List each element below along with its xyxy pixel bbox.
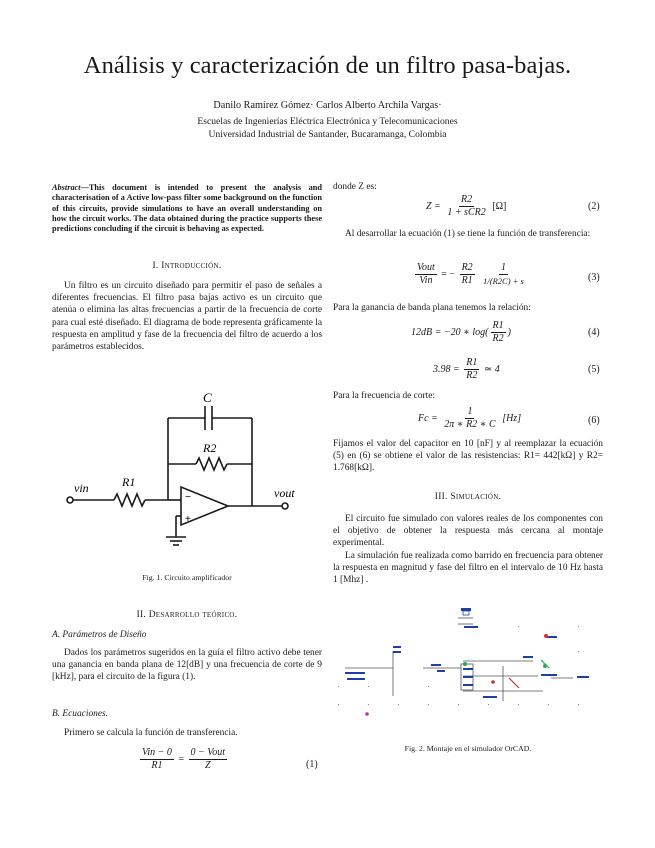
equation-3 (413, 262, 528, 287)
r1-resistor (114, 494, 145, 506)
section-heading-simulation: III. Simulación. (434, 492, 502, 502)
equation-5 (433, 357, 500, 382)
equation-1: $\frac{\text{Vin − 0}}{R1}$ = $\frac{\text{0 − Vout}}{Z}$ (142, 747, 226, 771)
eq3-denominator-b: 1/(R2C) + s (483, 276, 524, 286)
affiliation-line-2: Universidad Industrial de Santander, Bucaramanga, Colombia (208, 129, 447, 140)
simulation-paragraph-2: La simulación fue realizada como barrido en frecuencia para obtener la respuesta en magnitud y fase del filtro en el intervalo de 10 Hz hasta 1 [Mhz] . (333, 551, 603, 586)
eq6-denominator: 2π ∗ R2 ∗ C (444, 419, 496, 430)
r2-resistor (196, 458, 227, 470)
equation-3-number: (3) (588, 272, 600, 283)
section-heading-introduction: I. Introducción. (152, 261, 222, 271)
eq4-close: ) (507, 326, 511, 338)
eq4-lhs: 12dB = −20 ∗ log( (411, 326, 489, 338)
equation-2 (426, 194, 506, 219)
eq3-denominator-a: R1 (461, 275, 473, 286)
eq3-middle: = − (441, 268, 456, 280)
eq4-denominator: R2 (492, 333, 504, 344)
equation-2-number: (2) (588, 201, 600, 212)
eq1-denominator-left: R1 (151, 760, 163, 771)
eq2-lhs: Z = (426, 200, 441, 212)
eq6-tail: [Hz] (502, 412, 522, 424)
opamp-minus-sign: − (185, 492, 191, 503)
eq2-numerator: R2 (460, 194, 473, 205)
paper-title: Análisis y caracterización de un filtro pasa-bajas. (83, 52, 572, 79)
figure-2-caption: Fig. 2. Montaje en el simulador OrCAD. (404, 744, 532, 753)
label-r2: R2 (203, 441, 217, 455)
eq5-lhs: 3.98 = (433, 363, 460, 375)
eq5-denominator: R2 (466, 370, 478, 381)
affiliation-line-1: Escuelas de Ingenierías Eléctrica Electrónica y Telecomunicaciones (197, 116, 458, 127)
resistor-values-paragraph: Fijamos el valor del capacitor en 10 [nF] y al reemplazar la ecuación (5) en (6) se obtiene el valor de las resistencias: R1= 442[kΩ] y R2= 1.768[kΩ]. (333, 439, 603, 474)
eq3-numerator-b: 1 (501, 262, 507, 273)
subsection-a-heading: A. Parámetros de Diseño (52, 630, 147, 640)
eq2-unit: [Ω] (492, 200, 507, 212)
abstract (52, 183, 322, 234)
figure-1-caption: Fig. 1. Circuito amplificador (142, 573, 232, 582)
equation-4 (411, 320, 511, 345)
eq4-numerator: R1 (492, 320, 504, 331)
gain-paragraph: Para la ganancia de banda plana tenemos la relación: (333, 303, 531, 313)
vout-terminal (282, 503, 288, 509)
transfer-function-paragraph: Al desarrollar la ecuación (1) se tiene la función de transferencia: (345, 229, 591, 239)
eq6-lhs: Fc = (418, 412, 438, 424)
label-c: C (203, 392, 212, 405)
cutoff-paragraph: Para la frecuencia de corte: (333, 391, 436, 401)
orcad-schematic-figure (333, 606, 603, 726)
abstract-lead: Abstract (52, 183, 81, 192)
vin-terminal (67, 497, 73, 503)
eq3-numerator-a: R2 (461, 262, 473, 273)
equation-5-number: (5) (588, 364, 600, 375)
label-vout: vout (274, 486, 295, 500)
eq1-numerator-right: 0 − Vout (190, 747, 226, 758)
eq2-denominator: 1 + sCR2 (447, 207, 486, 218)
simulation-paragraph-1: El circuito fue simulado con valores reales de los componentes con el objetivo de obtener la respuesta más cercana al montaje experimental. (333, 514, 603, 549)
equations-intro-paragraph: Primero se calcula la función de transferencia. (64, 728, 238, 738)
eq3-numerator-left: Vout (417, 262, 435, 273)
design-parameters-paragraph: Dados los parámetros sugeridos en la guía el filtro activo debe tener una ganancia en banda plana de 12[dB] y una frecuencia de corte de 9 [kHz], para el circuito de la figura (1). (52, 648, 322, 683)
circuit-diagram (52, 392, 322, 560)
equation-4-number: (4) (588, 327, 600, 338)
eq1-denominator-right: Z (205, 760, 211, 771)
paper-authors: Danilo Ramírez Gómez· Carlos Alberto Archila Vargas· (213, 100, 442, 111)
donde-text: donde Z es: (333, 182, 377, 192)
orcad-grid-dots (338, 626, 579, 705)
abstract-text: —This document is intended to present the analysis and characterisation of a Active low-pass filter some background on the function of this circuits, provide simulations to have an overall understanding on how the circuit works. The data obtained during the practice supports these predictions concluding if the circuit is behaving as expected. (52, 183, 322, 234)
orcad-component-top (463, 611, 469, 615)
eq1-numerator-left: Vin − 0 (142, 747, 172, 758)
eq5-numerator: R1 (466, 357, 478, 368)
subsection-b-heading: B. Ecuaciones. (52, 709, 108, 719)
orcad-blue-labels (345, 608, 589, 698)
equation-6-number: (6) (588, 415, 600, 426)
section-heading-theory: II. Desarrollo teórico. (136, 610, 238, 620)
eq6-numerator: 1 (467, 406, 473, 417)
label-r1: R1 (122, 475, 136, 489)
eq3-denominator-left: Vin (419, 275, 433, 286)
equation-1-number: (1) (306, 759, 318, 770)
label-vin: vin (74, 481, 89, 495)
eq5-tail: ≃ 4 (483, 363, 500, 375)
opamp-plus-sign: + (185, 514, 191, 525)
intro-paragraph: Un filtro es un circuito diseñado para permitir el paso de señales a diferentes frecuencias. El filtro pasa bajas activo es un circuito que atenúa o elimina las altas frecuencias a partir de la frecuencia de corte para cual esté diseñado. El diagrama de bode representa gráficamente la respuesta en amplitud y fase de la frecuencia del filtro de acuerdo a los parámetros establecidos. (52, 281, 322, 353)
equation-6 (418, 406, 521, 431)
